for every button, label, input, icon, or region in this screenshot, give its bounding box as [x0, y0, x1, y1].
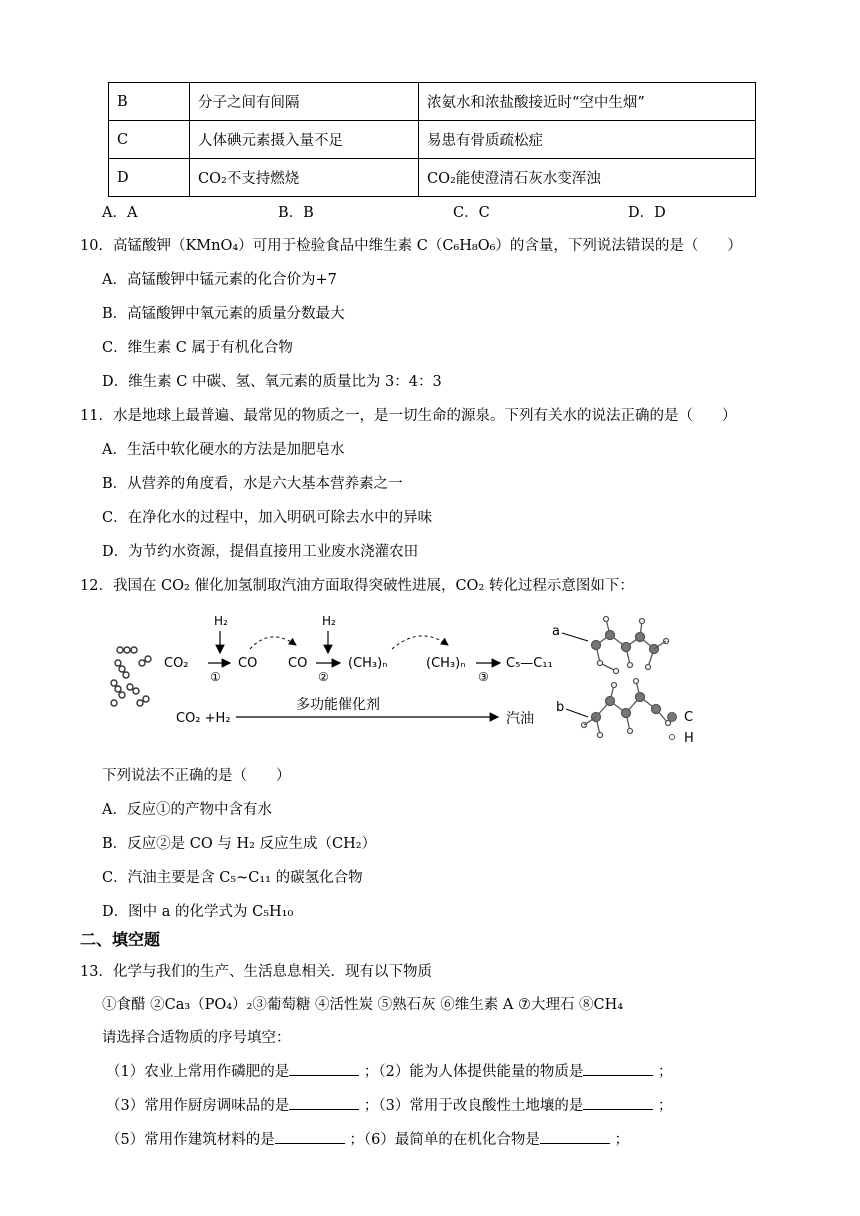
q10-option-d: D．维生素 C 中碳、氢、氧元素的质量比为 3：4：3 — [102, 374, 442, 390]
table-cell-letter: D — [109, 159, 190, 197]
table-cell-concept: 分子之间有间隔 — [190, 83, 419, 121]
co2-molecules-icon — [111, 647, 151, 706]
options-table — [108, 82, 756, 197]
q12-option-d: D．图中 a 的化学式为 C₅H₁₀ — [102, 904, 294, 920]
table-cell-letter: C — [109, 121, 190, 159]
diagram-step-1: ① — [210, 670, 221, 684]
diagram-label-a: a — [552, 624, 560, 639]
diagram-product-label: 汽油 — [506, 711, 534, 727]
answer-blank[interactable] — [583, 1061, 653, 1076]
answer-blank[interactable] — [289, 1061, 359, 1076]
section-title: 二、填空题 — [80, 930, 161, 949]
q13-substances: ①食醋 ②Ca₃（PO₄）₂③葡萄糖 ④活性炭 ⑤熟石灰 ⑥维生素 A ⑦大理石 ⑧CH₄ — [102, 997, 624, 1013]
q13-row-end: ； — [657, 1098, 673, 1114]
table-cell-example: 易患有骨质疏松症 — [419, 121, 756, 159]
q12-option-a: A．反应①的产物中含有水 — [102, 802, 272, 818]
table-cell-letter: B — [109, 83, 190, 121]
table-row — [109, 83, 756, 121]
q13-row-text: （5）常用作建筑材料的是 — [106, 1132, 275, 1148]
q12-option-c: C．汽油主要是含 C₅~C₁₁ 的碳氢化合物 — [102, 870, 363, 886]
diagram-h2-label-2: H₂ — [322, 614, 336, 628]
diagram-reactants-label: CO₂ +H₂ — [176, 711, 231, 726]
q12-sub-stem: 下列说法不正确的是（ ） — [102, 768, 291, 784]
q9-option-d: D．D — [628, 205, 666, 221]
q10-option-b: B．高锰酸钾中氧元素的质量分数最大 — [102, 306, 345, 322]
q13-row — [106, 1095, 672, 1116]
diagram-ch3n-label-1: (CH₃)ₙ — [348, 656, 388, 671]
diagram-c5c11-label: C₅—C₁₁ — [506, 656, 553, 671]
q13-row-end: ； — [657, 1064, 673, 1080]
q9-option-a: A．A — [102, 205, 138, 221]
diagram-co2-label: CO₂ — [164, 656, 189, 671]
table-row — [109, 159, 756, 197]
table-cell-concept: 人体碘元素摄入量不足 — [190, 121, 419, 159]
q13-row-text: （1）农业上常用作磷肥的是 — [106, 1064, 290, 1080]
diagram-catalyst-label: 多功能催化剂 — [296, 697, 380, 713]
diagram-step-2: ② — [318, 670, 329, 684]
legend-h-label: H — [684, 731, 694, 746]
diagram-co-label-1: CO — [238, 656, 258, 671]
q10-stem: 10．高锰酸钾（KMnO₄）可用于检验食品中维生素 C（C₆H₈O₆）的含量，下列说法错误的是（ ） — [80, 238, 742, 254]
q13-row — [106, 1129, 629, 1150]
legend-carbon-icon — [668, 713, 677, 722]
table-row — [109, 121, 756, 159]
q13-instruction: 请选择合适物质的序号填空： — [102, 1030, 291, 1046]
q13-row-end: ； — [614, 1132, 629, 1148]
co2-conversion-diagram — [100, 605, 720, 755]
table-cell-example: CO₂能使澄清石灰水变浑浊 — [419, 159, 756, 197]
q9-option-c: C．C — [453, 205, 490, 221]
molecule-b-icon — [582, 679, 671, 738]
table-cell-concept: CO₂不支持燃烧 — [190, 159, 419, 197]
q13-stem: 13．化学与我们的生产、生活息息相关．现有以下物质 — [80, 964, 432, 980]
q10-option-a: A．高锰酸钾中锰元素的化合价为+7 — [102, 272, 337, 288]
q13-row-text: ；（2）能为人体提供能量的物质是 — [363, 1064, 584, 1080]
q12-stem: 12．我国在 CO₂ 催化加氢制取汽油方面取得突破性进展，CO₂ 转化过程示意图如下： — [80, 578, 634, 594]
table-cell-example: 浓氨水和浓盐酸接近时“空中生烟” — [419, 83, 756, 121]
q11-option-d: D．为节约水资源，提倡直接用工业废水浇灌农田 — [102, 544, 419, 560]
q12-option-b: B．反应②是 CO 与 H₂ 反应生成（CH₂） — [102, 836, 377, 852]
diagram-ch3n-label-2: (CH₃)ₙ — [426, 656, 466, 671]
answer-blank[interactable] — [540, 1129, 610, 1144]
q11-option-a: A．生活中软化硬水的方法是加肥皂水 — [102, 442, 345, 458]
molecule-a-icon — [592, 617, 669, 674]
diagram-co-label-2: CO — [288, 656, 308, 671]
answer-blank[interactable] — [275, 1129, 345, 1144]
diagram-step-3: ③ — [478, 670, 489, 684]
q11-option-b: B．从营养的角度看，水是六大基本营养素之一 — [102, 476, 403, 492]
q11-option-c: C．在净化水的过程中，加入明矾可除去水中的异味 — [102, 510, 433, 526]
q13-row-text: ；（6）最简单的在机化合物是 — [349, 1132, 540, 1148]
q9-option-b: B．B — [278, 205, 314, 221]
q11-stem: 11．水是地球上最普遍、最常见的物质之一，是一切生命的源泉。下列有关水的说法正确的是（ ） — [80, 408, 737, 424]
q13-row-text: （3）常用作厨房调味品的是 — [106, 1098, 290, 1114]
legend-hydrogen-icon — [670, 735, 675, 740]
diagram-label-b: b — [556, 700, 565, 715]
diagram-h2-label-1: H₂ — [214, 614, 228, 628]
q10-option-c: C．维生素 C 属于有机化合物 — [102, 340, 293, 356]
legend-c-label: C — [684, 710, 694, 725]
answer-blank[interactable] — [583, 1095, 653, 1110]
q13-row-text: ；（3）常用于改良酸性土地壤的是 — [363, 1098, 584, 1114]
answer-blank[interactable] — [289, 1095, 359, 1110]
q13-row — [106, 1061, 672, 1082]
